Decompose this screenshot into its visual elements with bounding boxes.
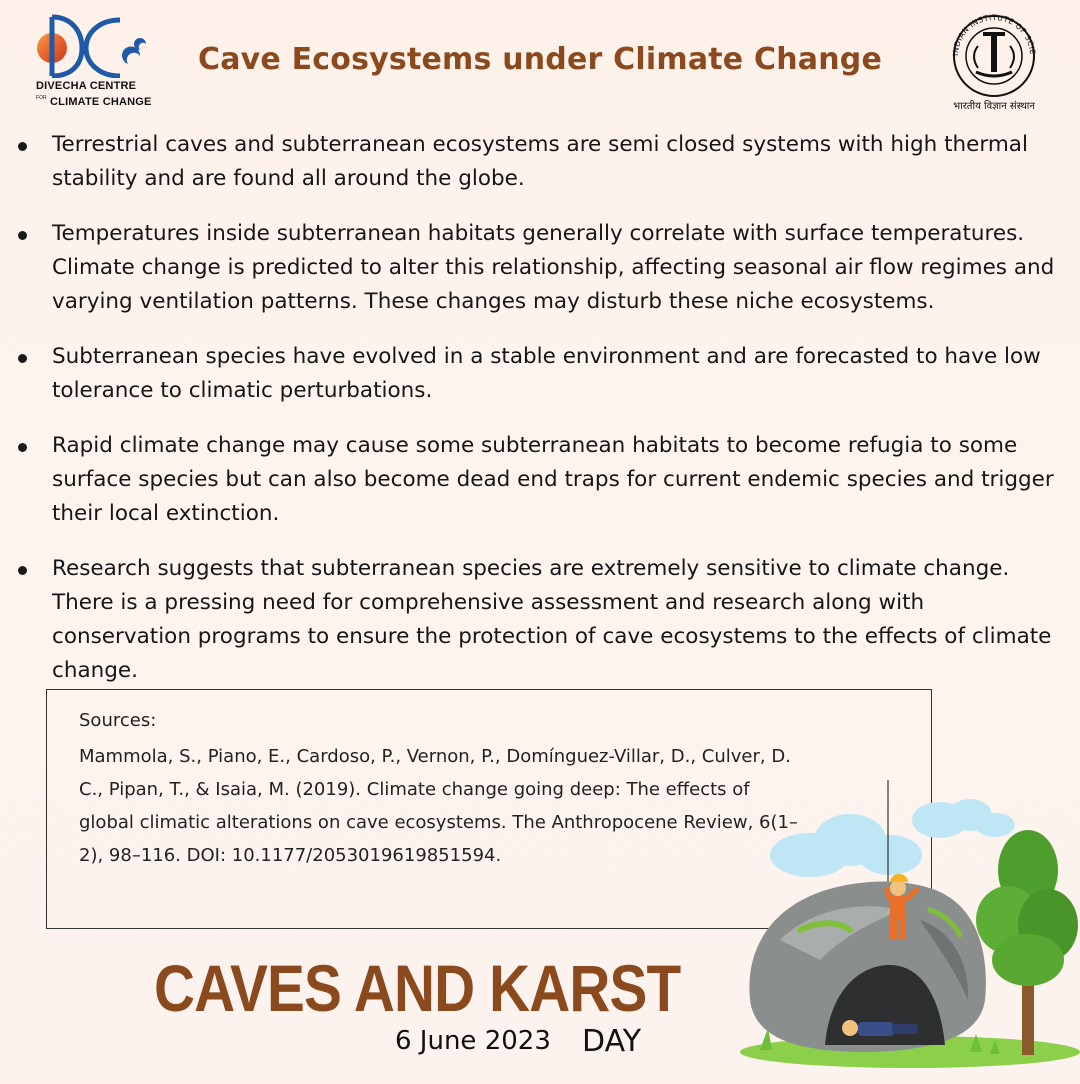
iisc-hindi-name: भारतीय विज्ञान संस्थान <box>953 101 1035 112</box>
bullet-dot-icon <box>18 231 27 240</box>
bullet-text: Rapid climate change may cause some subterranean habitats to become refugia to some surface species but can also become dead end traps for current endemic species and trigger their local extinction. <box>52 433 1054 526</box>
bullet-item <box>18 340 1058 408</box>
bullet-item <box>18 128 1058 196</box>
bullet-text: Research suggests that subterranean species are extremely sensitive to climate change. There is a pressing need for comprehensive assessment and research along with conservation programs to ensure the protection of cave ecosystems to the effects of climate change. <box>52 556 1052 683</box>
sources-citation: Mammola, S., Piano, E., Cardoso, P., Vernon, P., Domínguez-Villar, D., Culver, D. C., Pipan, T., & Isaia, M. (2019). Climate change going deep: The effects of global climatic alterations on cave ecosystems. The Anthropocene Review, 6(1–2), 98–116. DOI: 10.1177/2053019619851594. <box>79 746 798 866</box>
bullet-dot-icon <box>18 354 27 363</box>
tree-icon <box>976 830 1078 1055</box>
logo-line2: CLIMATE CHANGE <box>50 96 152 108</box>
cloud-icon <box>770 799 1015 877</box>
bullet-dot-icon <box>18 443 27 452</box>
event-date: 6 June 2023 <box>395 1026 551 1056</box>
bullet-list <box>18 128 1058 709</box>
bullet-dot-icon <box>18 566 27 575</box>
bullet-dot-icon <box>18 142 27 151</box>
iisc-emblem-icon <box>938 10 1050 98</box>
logo-line2-prefix: FOR <box>36 95 47 101</box>
logo-line1: DIVECHA CENTRE <box>36 80 137 92</box>
bullet-text: Temperatures inside subterranean habitats generally correlate with surface temperatures. Climate change is predicted to alter this relationship, affecting seasonal air flow regimes and varying ventilation patterns. These changes may disturb these niche ecosystems. <box>52 221 1055 314</box>
bullet-text: Subterranean species have evolved in a stable environment and are forecasted to have low tolerance to climatic perturbations. <box>52 344 1041 403</box>
iisc-logo <box>938 10 1050 120</box>
bullet-text: Terrestrial caves and subterranean ecosystems are semi closed systems with high thermal stability and are found all around the globe. <box>52 132 1028 191</box>
bullet-item <box>18 429 1058 531</box>
iisc-ring-text: INDIAN INSTITUTE OF SCIE <box>950 12 1038 57</box>
event-day-label: DAY <box>582 1024 642 1059</box>
sources-heading: Sources: <box>79 710 157 731</box>
cave-illustration <box>740 760 1080 1080</box>
cave-scene-icon <box>740 760 1080 1080</box>
bullet-item <box>18 552 1058 688</box>
bullet-item <box>18 217 1058 319</box>
event-title: CAVES AND KARST <box>154 951 681 1025</box>
page-title: Cave Ecosystems under Climate Change <box>197 42 882 77</box>
